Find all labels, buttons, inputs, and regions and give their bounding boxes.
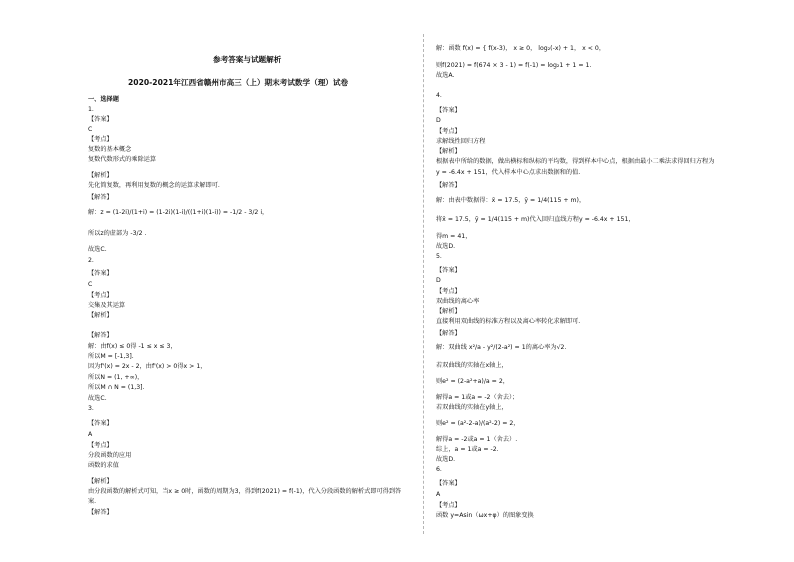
text-line: C bbox=[88, 126, 93, 133]
text-line: 【解答】 bbox=[436, 182, 461, 189]
text-line: 【答案】 bbox=[88, 420, 113, 427]
text-line: 【解析】 bbox=[88, 478, 113, 485]
text-line: 【考点】 bbox=[88, 442, 113, 449]
text-line: 若双曲线的实轴在y轴上， bbox=[436, 404, 508, 411]
text-line: 先化简复数，再利用复数的概念的运算求解即可. bbox=[88, 182, 220, 189]
text-line: 【解析】 bbox=[436, 308, 461, 315]
text-line: 【解析】 bbox=[88, 172, 113, 179]
text-line: 所以N = (1, +∞)， bbox=[88, 374, 144, 381]
text-line: 将x̄ = 17.5，ȳ = 1/4(115 + m)代入回归直线方程y = -6.4x + 151， bbox=[436, 216, 635, 223]
text-line: 解：z = (1-2i)/(1+i) = (1-2i)(1-i)/((1+i)(1-i)) = -1/2 - 3/2 i， bbox=[88, 209, 269, 216]
text-line: 故选D. bbox=[436, 456, 456, 463]
text-line: 【答案】 bbox=[436, 107, 461, 114]
text-line: 解得a = 1或a = -2（舍去）； bbox=[436, 394, 519, 401]
text-line: 则f(2021) = f(674 × 3 - 1) = f(-1) = log₂1 + 1 = 1. bbox=[436, 62, 592, 69]
text-line: 所以M = [-1,3]. bbox=[88, 353, 134, 360]
text-line: 【答案】 bbox=[436, 480, 461, 487]
text-line: 双曲线的离心率 bbox=[436, 298, 480, 305]
text-line: 则e² = (a²-2-a)/(a²-2) = 2， bbox=[436, 420, 520, 427]
text-line: 解得a = -2或a = 1（舍去）. bbox=[436, 436, 518, 443]
document-title: 参考答案与试题解析 bbox=[213, 55, 282, 64]
text-line: 3. bbox=[88, 405, 94, 412]
text-line: 【答案】 bbox=[88, 116, 113, 123]
text-line: 所以M ∩ N = (1,3]. bbox=[88, 384, 145, 391]
text-line: 解：由表中数据得：x̄ = 17.5，ȳ = 1/4(115 + m)， bbox=[436, 197, 586, 204]
text-line: C bbox=[88, 281, 93, 288]
text-line: 故选C. bbox=[88, 246, 107, 253]
text-line: 6. bbox=[436, 466, 442, 473]
right-column bbox=[436, 0, 776, 562]
column-divider bbox=[423, 34, 424, 534]
text-line: 函数 y=Asin（ωx+φ）的图象变换 bbox=[436, 512, 534, 519]
text-line: 一、选择题 bbox=[88, 96, 119, 103]
text-line: 5. bbox=[436, 253, 442, 260]
text-line: A bbox=[88, 431, 93, 438]
text-line: 函数的求值 bbox=[88, 462, 119, 469]
text-line: 【解析】 bbox=[88, 312, 113, 319]
text-line: 求解线性回归方程 bbox=[436, 138, 486, 145]
text-line: 故选D. bbox=[436, 243, 456, 250]
text-line: 得m = 41， bbox=[436, 233, 472, 240]
text-line: 根据表中所给的数据，做出横标和纵标的平均数，得到样本中心点，根据由最小二乘法求得回归方程为 bbox=[436, 158, 715, 165]
text-line: D bbox=[436, 117, 441, 124]
text-line: 故选A. bbox=[436, 72, 455, 79]
text-line: 4. bbox=[436, 92, 442, 99]
text-line: 【解答】 bbox=[88, 509, 113, 516]
text-line: 复数的基本概念 bbox=[88, 146, 132, 153]
text-line: A bbox=[436, 491, 441, 498]
text-line: 【考点】 bbox=[436, 502, 461, 509]
text-line: 故选C. bbox=[88, 395, 107, 402]
text-line: 【解答】 bbox=[436, 330, 461, 337]
text-line: D bbox=[436, 277, 441, 284]
text-line: 解：函数 f(x) = { f(x-3)， x ≥ 0， log₂(-x) + 1， x < 0， bbox=[436, 45, 606, 52]
text-line: 2. bbox=[88, 257, 94, 264]
text-line: 综上，a = 1或a = -2. bbox=[436, 446, 499, 453]
text-line: 【考点】 bbox=[88, 292, 113, 299]
text-line: 【考点】 bbox=[436, 128, 461, 135]
text-line: 【答案】 bbox=[436, 267, 461, 274]
text-line: 分段函数的应用 bbox=[88, 452, 132, 459]
text-line: 【考点】 bbox=[88, 136, 113, 143]
text-line: 所以z的虚部为 -3/2 . bbox=[88, 230, 147, 237]
text-line: 【解答】 bbox=[88, 332, 113, 339]
document-subtitle: 2020-2021年江西省赣州市高三（上）期末考试数学（理）试卷 bbox=[128, 78, 349, 87]
text-line: 则e² = (2-a²+a)/a = 2， bbox=[436, 378, 509, 385]
text-line: 直接利用双曲线的标准方程以及离心率转化求解即可. bbox=[436, 318, 581, 325]
text-line: 由分段函数的解析式可知，当x ≥ 0时，函数的周期为3，得到f(2021) = f(-1)，代入分段函数的解析式即可得到答 bbox=[88, 488, 402, 495]
left-column bbox=[88, 0, 418, 562]
text-line: 解：由f(x) ≤ 0得 -1 ≤ x ≤ 3， bbox=[88, 343, 177, 350]
text-line: 案. bbox=[88, 498, 97, 505]
text-line: y = -6.4x + 151，代入样本中心点求出数据和的值. bbox=[436, 169, 581, 176]
text-line: 【答案】 bbox=[88, 270, 113, 277]
text-line: 【解答】 bbox=[88, 194, 113, 201]
text-line: 【考点】 bbox=[436, 288, 461, 295]
text-line: 解：双曲线 x²/a - y²/(2-a²) = 1的离心率为√2. bbox=[436, 344, 567, 351]
text-line: 复数代数形式的乘除运算 bbox=[88, 156, 157, 163]
text-line: 若双曲线的实轴在x轴上， bbox=[436, 362, 508, 369]
text-line: 交集及其运算 bbox=[88, 302, 126, 309]
text-line: 【解析】 bbox=[436, 148, 461, 155]
text-line: 1. bbox=[88, 106, 94, 113]
text-line: 因为f'(x) = 2x - 2，由f'(x) > 0得x > 1， bbox=[88, 363, 207, 370]
